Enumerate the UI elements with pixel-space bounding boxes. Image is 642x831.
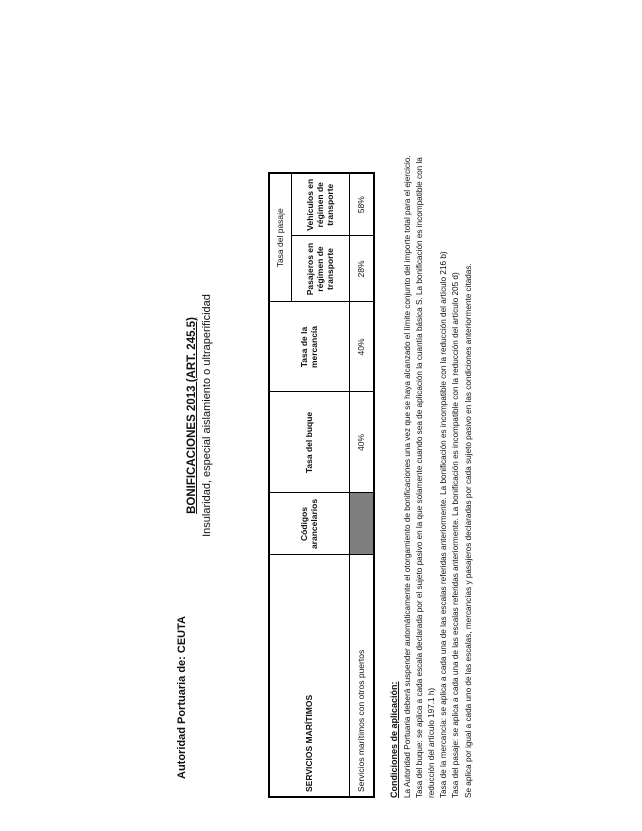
cell-ship-rate: 40%: [349, 392, 374, 493]
document-title: BONIFICACIONES 2013 (ART. 245.5): [186, 317, 198, 514]
conditions-heading: Condiciones de aplicación:: [389, 681, 399, 798]
condition-line: Tasa de la mercancía: se aplica a cada una de las escalas referidas anteriormente. La bonificación es incompatible con la reducción del artículo 216 b): [439, 251, 449, 798]
cell-vehicles-rate: 58%: [349, 173, 374, 236]
cell-passengers-rate: 28%: [349, 236, 374, 302]
cell-codes: [349, 493, 374, 555]
header-vehiculos: Vehículos en régimen de transporte: [291, 173, 349, 236]
table-row: [349, 173, 374, 797]
cell-goods-rate: 40%: [349, 302, 374, 392]
header-codigos-arancelarios: Códigos arancelarios: [269, 493, 349, 555]
cell-service: Servicios marítimos con otros puertos: [349, 555, 374, 797]
document-subtitle: Insularidad, especial aislamiento o ultraperificidad: [201, 294, 213, 537]
port-authority-name: Autoridad Portuaria de: CEUTA: [176, 616, 188, 779]
condition-line: reducción del artículo 197.1 h): [427, 687, 437, 798]
header-tasa-pasaje: Tasa del pasaje: [269, 173, 291, 302]
header-tasa-buque: Tasa del buque: [269, 392, 349, 493]
bonificaciones-table: [268, 172, 375, 798]
conditions-section: [388, 28, 475, 798]
condition-line: Se aplica por igual a cada uno de las escalas, mercancías y pasajeros declaradas por cada sujeto pasivo en las condiciones anteriormente citadas.: [463, 263, 473, 798]
header-servicios-maritimos: SERVICIOS MARÍTIMOS: [269, 555, 349, 797]
header-pasajeros: Pasajeros en régimen de transporte: [291, 236, 349, 302]
header-tasa-mercancia: Tasa de la mercancía: [269, 302, 349, 392]
condition-line: Tasa del buque: se aplica a cada escala declarada por el sujeto pasivo en la que solamente cuando sea de aplicación la cuantía básica S. La bonificación es incompatible con la: [415, 157, 425, 798]
condition-line: Tasa del pasaje: se aplica a cada una de las escalas referidas anteriormente. La bonificación es incompatible con la reducción del artículo 205 d): [451, 272, 461, 798]
condition-line: La Autoridad Portuaria deberá suspender automáticamente el otorgamiento de bonificaciones una vez que se haya alcanzado el límite conjunto del importe total para el ejercicio.: [403, 155, 413, 798]
